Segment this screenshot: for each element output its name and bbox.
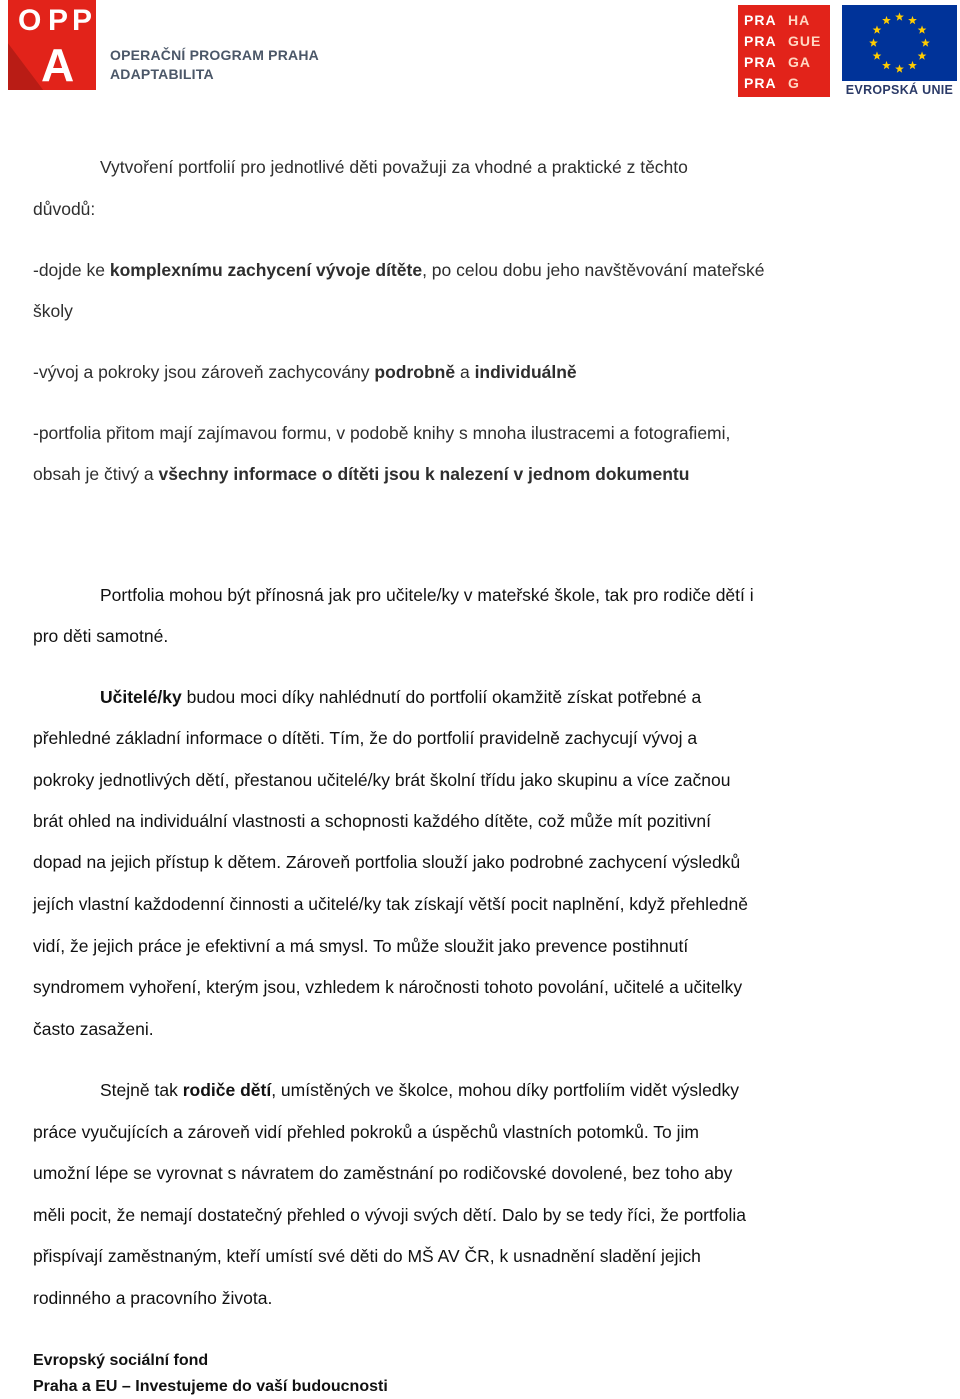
text-segment: důvodů: <box>33 199 96 219</box>
text-line <box>33 851 740 873</box>
text-line <box>100 156 688 178</box>
text-line <box>33 810 711 832</box>
program-name-line1: OPERAČNÍ PROGRAM PRAHA <box>110 47 319 63</box>
bold-text: rodiče dětí <box>182 1080 272 1100</box>
text-segment: budou moci díky nahlédnutí do portfolií okamžitě získat potřebné a <box>181 687 702 707</box>
text-line <box>33 893 748 915</box>
praha-logo-row <box>744 74 800 92</box>
text-line <box>33 1162 732 1184</box>
praha-logo-text: PRA <box>744 33 777 49</box>
praha-logo-text: G <box>788 75 800 91</box>
logo-letter: A <box>41 39 75 90</box>
text-segment: dopad na jejich přístup k dětem. Zároveň portfolia slouží jako podrobné zachycení výsledků <box>33 852 741 872</box>
eu-label: EVROPSKÁ UNIE <box>845 83 954 97</box>
text-segment: rodinného a pracovního života. <box>33 1288 273 1308</box>
text-segment: měli pocit, že nemají dostatečný přehled o vývoji svých dětí. Dalo by se tedy říci, že portfolia <box>33 1205 746 1225</box>
praha-logo-text: GUE <box>788 33 822 49</box>
text-segment: přehledné základní informace o dítěti. Tím, že do portfolií pravidelně zachycují vývoj a <box>33 728 698 748</box>
text-line <box>33 1287 272 1309</box>
text-segment: Stejně tak <box>100 1080 183 1100</box>
text-segment: vidí, že jejich práce je efektivní a má smysl. To může sloužit jako prevence postihnutí <box>33 936 689 956</box>
text-segment: -portfolia přitom mají zajímavou formu, v podobě knihy s mnoha ilustracemi a fotografiemi, <box>33 423 731 443</box>
text-segment: jejích vlastní každodenní činnosti a učitelé/ky tak získají větší pocit naplnění, když přehledně <box>33 894 748 914</box>
text-line <box>100 584 754 606</box>
text-segment: obsah je čtivý a <box>33 464 159 484</box>
praha-logo-row <box>744 53 811 71</box>
bold-text: komplexnímu zachycení vývoje dítěte <box>109 260 423 280</box>
praha-logo-text: PRA <box>744 12 777 28</box>
text-line <box>33 769 730 791</box>
text-segment: často zasaženi. <box>33 1019 154 1039</box>
text-segment: pro děti samotné. <box>33 626 169 646</box>
bold-text: individuálně <box>474 362 577 382</box>
praha-logo-row <box>744 32 821 50</box>
bold-text: podrobně <box>374 362 456 382</box>
praha-logo-text: PRA <box>744 75 777 91</box>
text-segment: -dojde ke <box>33 260 110 280</box>
text-line <box>33 976 742 998</box>
text-segment: umožní lépe se vyrovnat s návratem do zaměstnání po rodičovské dovolené, bez toho aby <box>33 1163 733 1183</box>
text-segment: -vývoj a pokroky jsou zároveň zachycovány <box>33 362 375 382</box>
reason-line <box>33 422 730 444</box>
logo-letter: O <box>18 4 42 37</box>
text-segment: Portfolia mohou být přínosná jak pro učitele/ky v mateřské škole, tak pro rodiče dětí i <box>100 585 754 605</box>
logo-letter: P <box>48 4 69 37</box>
text-line <box>33 1018 154 1040</box>
text-segment: syndromem vyhoření, kterým jsou, vzhledem k náročnosti tohoto povolání, učitelé a učitelky <box>33 977 743 997</box>
reason-line <box>33 259 765 281</box>
praha-logo-row <box>744 11 810 29</box>
eu-flag-icon <box>842 5 957 81</box>
oppa-logo <box>8 0 96 90</box>
text-segment: Vytvoření portfolií pro jednotlivé děti považuji za vhodné a praktické z těchto <box>100 157 688 177</box>
bold-text: všechny informace o dítěti jsou k nalezení v jednom dokumentu <box>158 464 690 484</box>
text-segment: , umístěných ve školce, mohou díky portfoliím vidět výsledky <box>271 1080 740 1100</box>
praha-logo-text: PRA <box>744 54 777 70</box>
text-line <box>33 1204 746 1226</box>
text-segment: a <box>455 362 475 382</box>
text-line <box>33 935 688 957</box>
text-segment: brát ohled na individuální vlastnosti a schopnosti každého dítěte, což může mít pozitivní <box>33 811 712 831</box>
praha-logo-text: GA <box>788 54 811 70</box>
text-line <box>33 727 697 749</box>
reason-line <box>33 463 689 485</box>
text-line <box>100 1079 739 1101</box>
text-segment: pokroky jednotlivých dětí, přestanou učitelé/ky brát školní třídu jako skupinu a více začnou <box>33 770 731 790</box>
text-segment: práce vyučujících a zároveň vidí přehled pokroků a úspěchů vlastních potomků. To jim <box>33 1122 699 1142</box>
logo-letter: P <box>72 4 93 37</box>
praha-logo-text: HA <box>788 12 811 28</box>
praha-logo <box>738 5 830 97</box>
text-segment: , po celou dobu jeho navštěvování mateřské <box>422 260 765 280</box>
text-line <box>33 1121 699 1143</box>
footer-fund-name: Evropský sociální fond <box>33 1352 209 1369</box>
reason-line <box>33 361 577 383</box>
text-line <box>33 625 168 647</box>
text-segment: přispívají zaměstnaným, kteří umístí své děti do MŠ AV ČR, k usnadnění sladění jejich <box>33 1246 701 1266</box>
bold-text: Učitelé/ky <box>100 687 182 707</box>
text-line <box>33 198 95 220</box>
program-name-line2: ADAPTABILITA <box>110 66 214 82</box>
reason-line <box>33 300 73 322</box>
text-line <box>100 686 701 708</box>
text-line <box>33 1245 701 1267</box>
text-segment: školy <box>33 301 73 321</box>
footer-slogan: Praha a EU – Investujeme do vaší budoucnosti <box>33 1378 388 1395</box>
